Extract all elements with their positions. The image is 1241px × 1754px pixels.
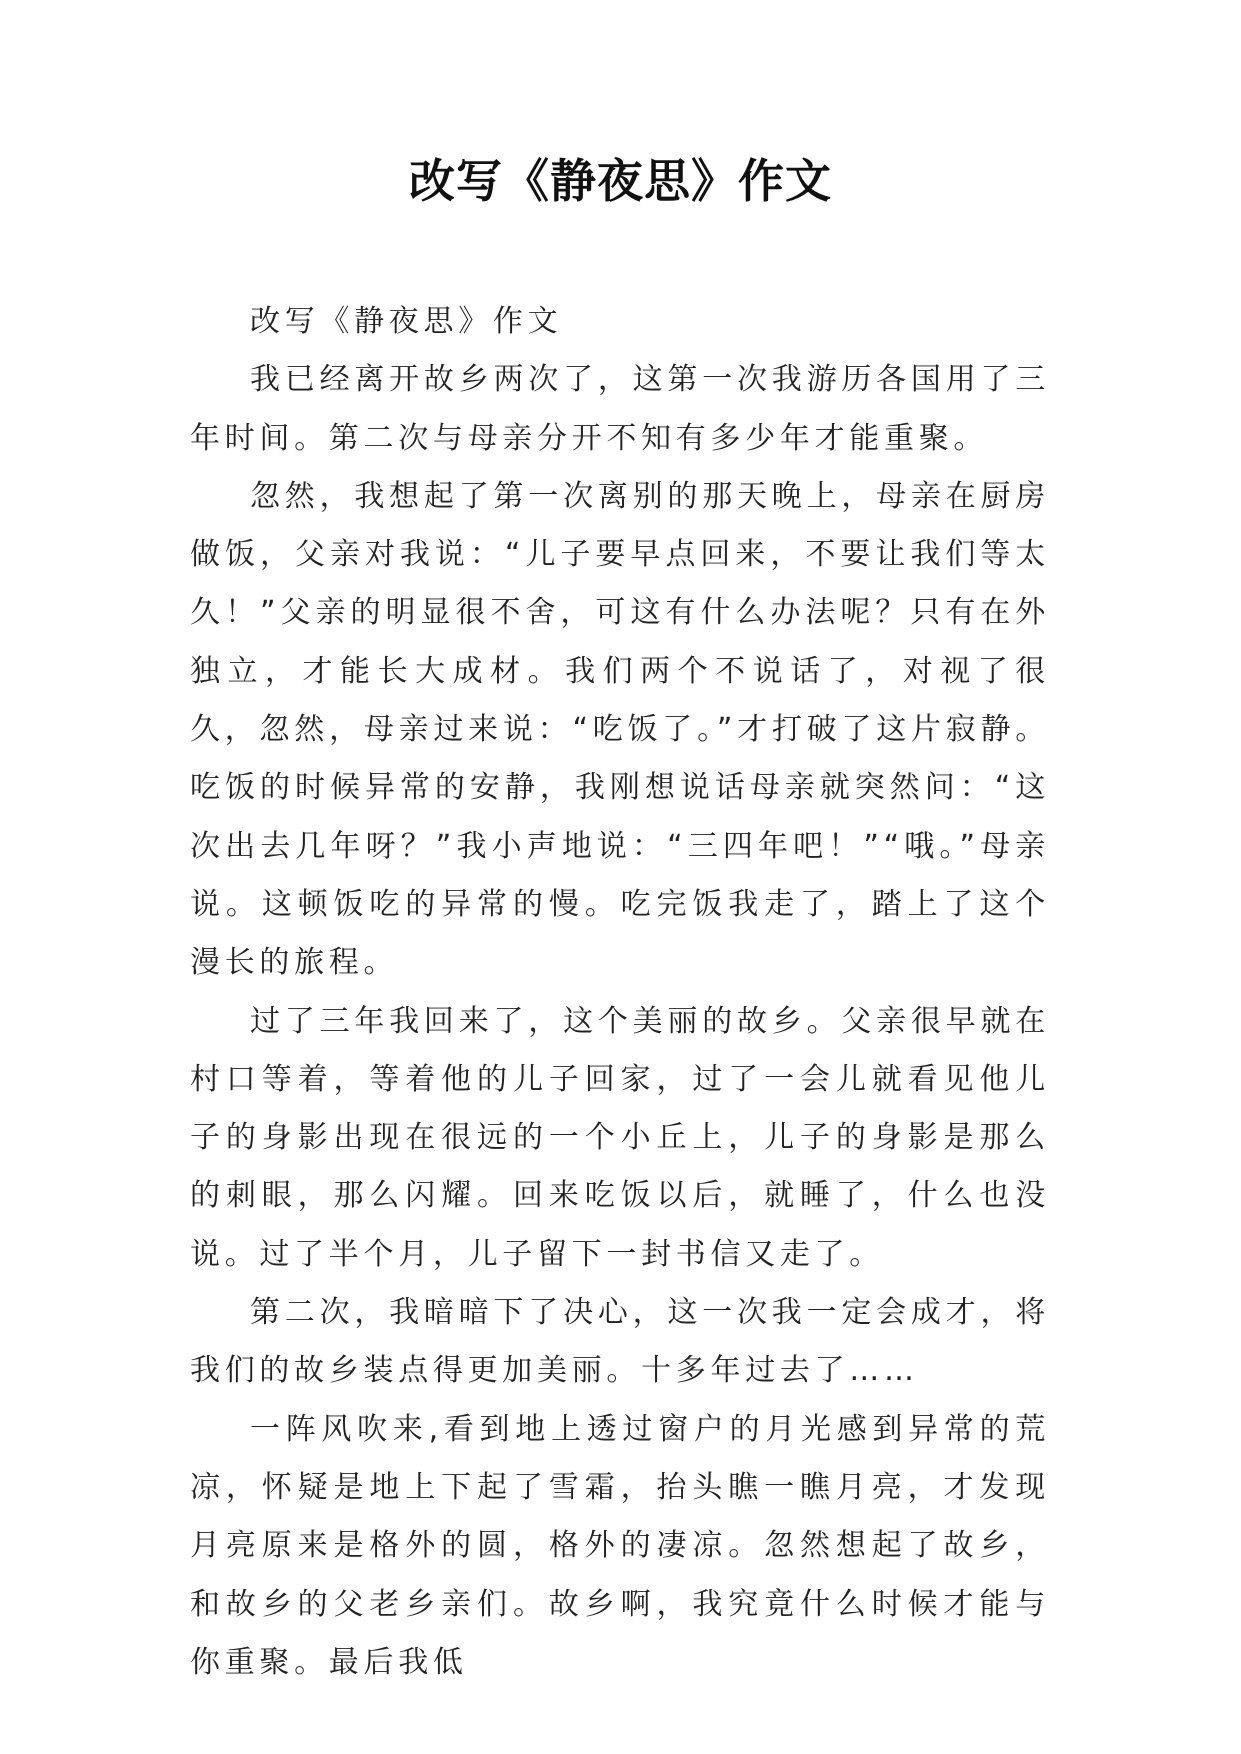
paragraph: 过了三年我回来了，这个美丽的故乡。父亲很早就在村口等着，等着他的儿子回家，过了一会儿就看见他儿子的身影出现在很远的一个小丘上，儿子的身影是那么的刺眼，那么闪耀。回来吃饭以后，就睡了，什么也没说。过了半个月，儿子留下一封书信又走了。: [190, 1003, 1050, 1272]
document-body: [190, 293, 1050, 1692]
paragraph: 第二次，我暗暗下了决心，这一次我一定会成才，将我们的故乡装点得更加美丽。十多年过去了……: [190, 1295, 1050, 1389]
paragraph: 一阵风吹来,看到地上透过窗户的月光感到异常的荒凉，怀疑是地上下起了雪霜，抬头瞧一瞧月亮，才发现月亮原来是格外的圆，格外的凄凉。忽然想起了故乡，和故乡的父老乡亲们。故乡啊，我究竟什么时候才能与你重聚。最后我低: [190, 1411, 1050, 1680]
paragraph: 我已经离开故乡两次了，这第一次我游历各国用了三年时间。第二次与母亲分开不知有多少年才能重聚。: [190, 362, 1050, 456]
paragraph: 忽然，我想起了第一次离别的那天晚上，母亲在厨房做饭，父亲对我说：“儿子要早点回来，不要让我们等太久！”父亲的明显很不舍，可这有什么办法呢？只有在外独立，才能长大成材。我们两个不说话了，对视了很久，忽然，母亲过来说：“吃饭了。”才打破了这片寂静。吃饭的时候异常的安静，我刚想说话母亲就突然问：“这次出去几年呀？”我小声地说：“三四年吧！”“哦。”母亲说。这顿饭吃的异常的慢。吃完饭我走了，踏上了这个漫长的旅程。: [190, 478, 1050, 981]
paragraph-subtitle: 改写《静夜思》作文: [250, 304, 563, 339]
document-title: 改写《静夜思》作文: [409, 154, 832, 208]
